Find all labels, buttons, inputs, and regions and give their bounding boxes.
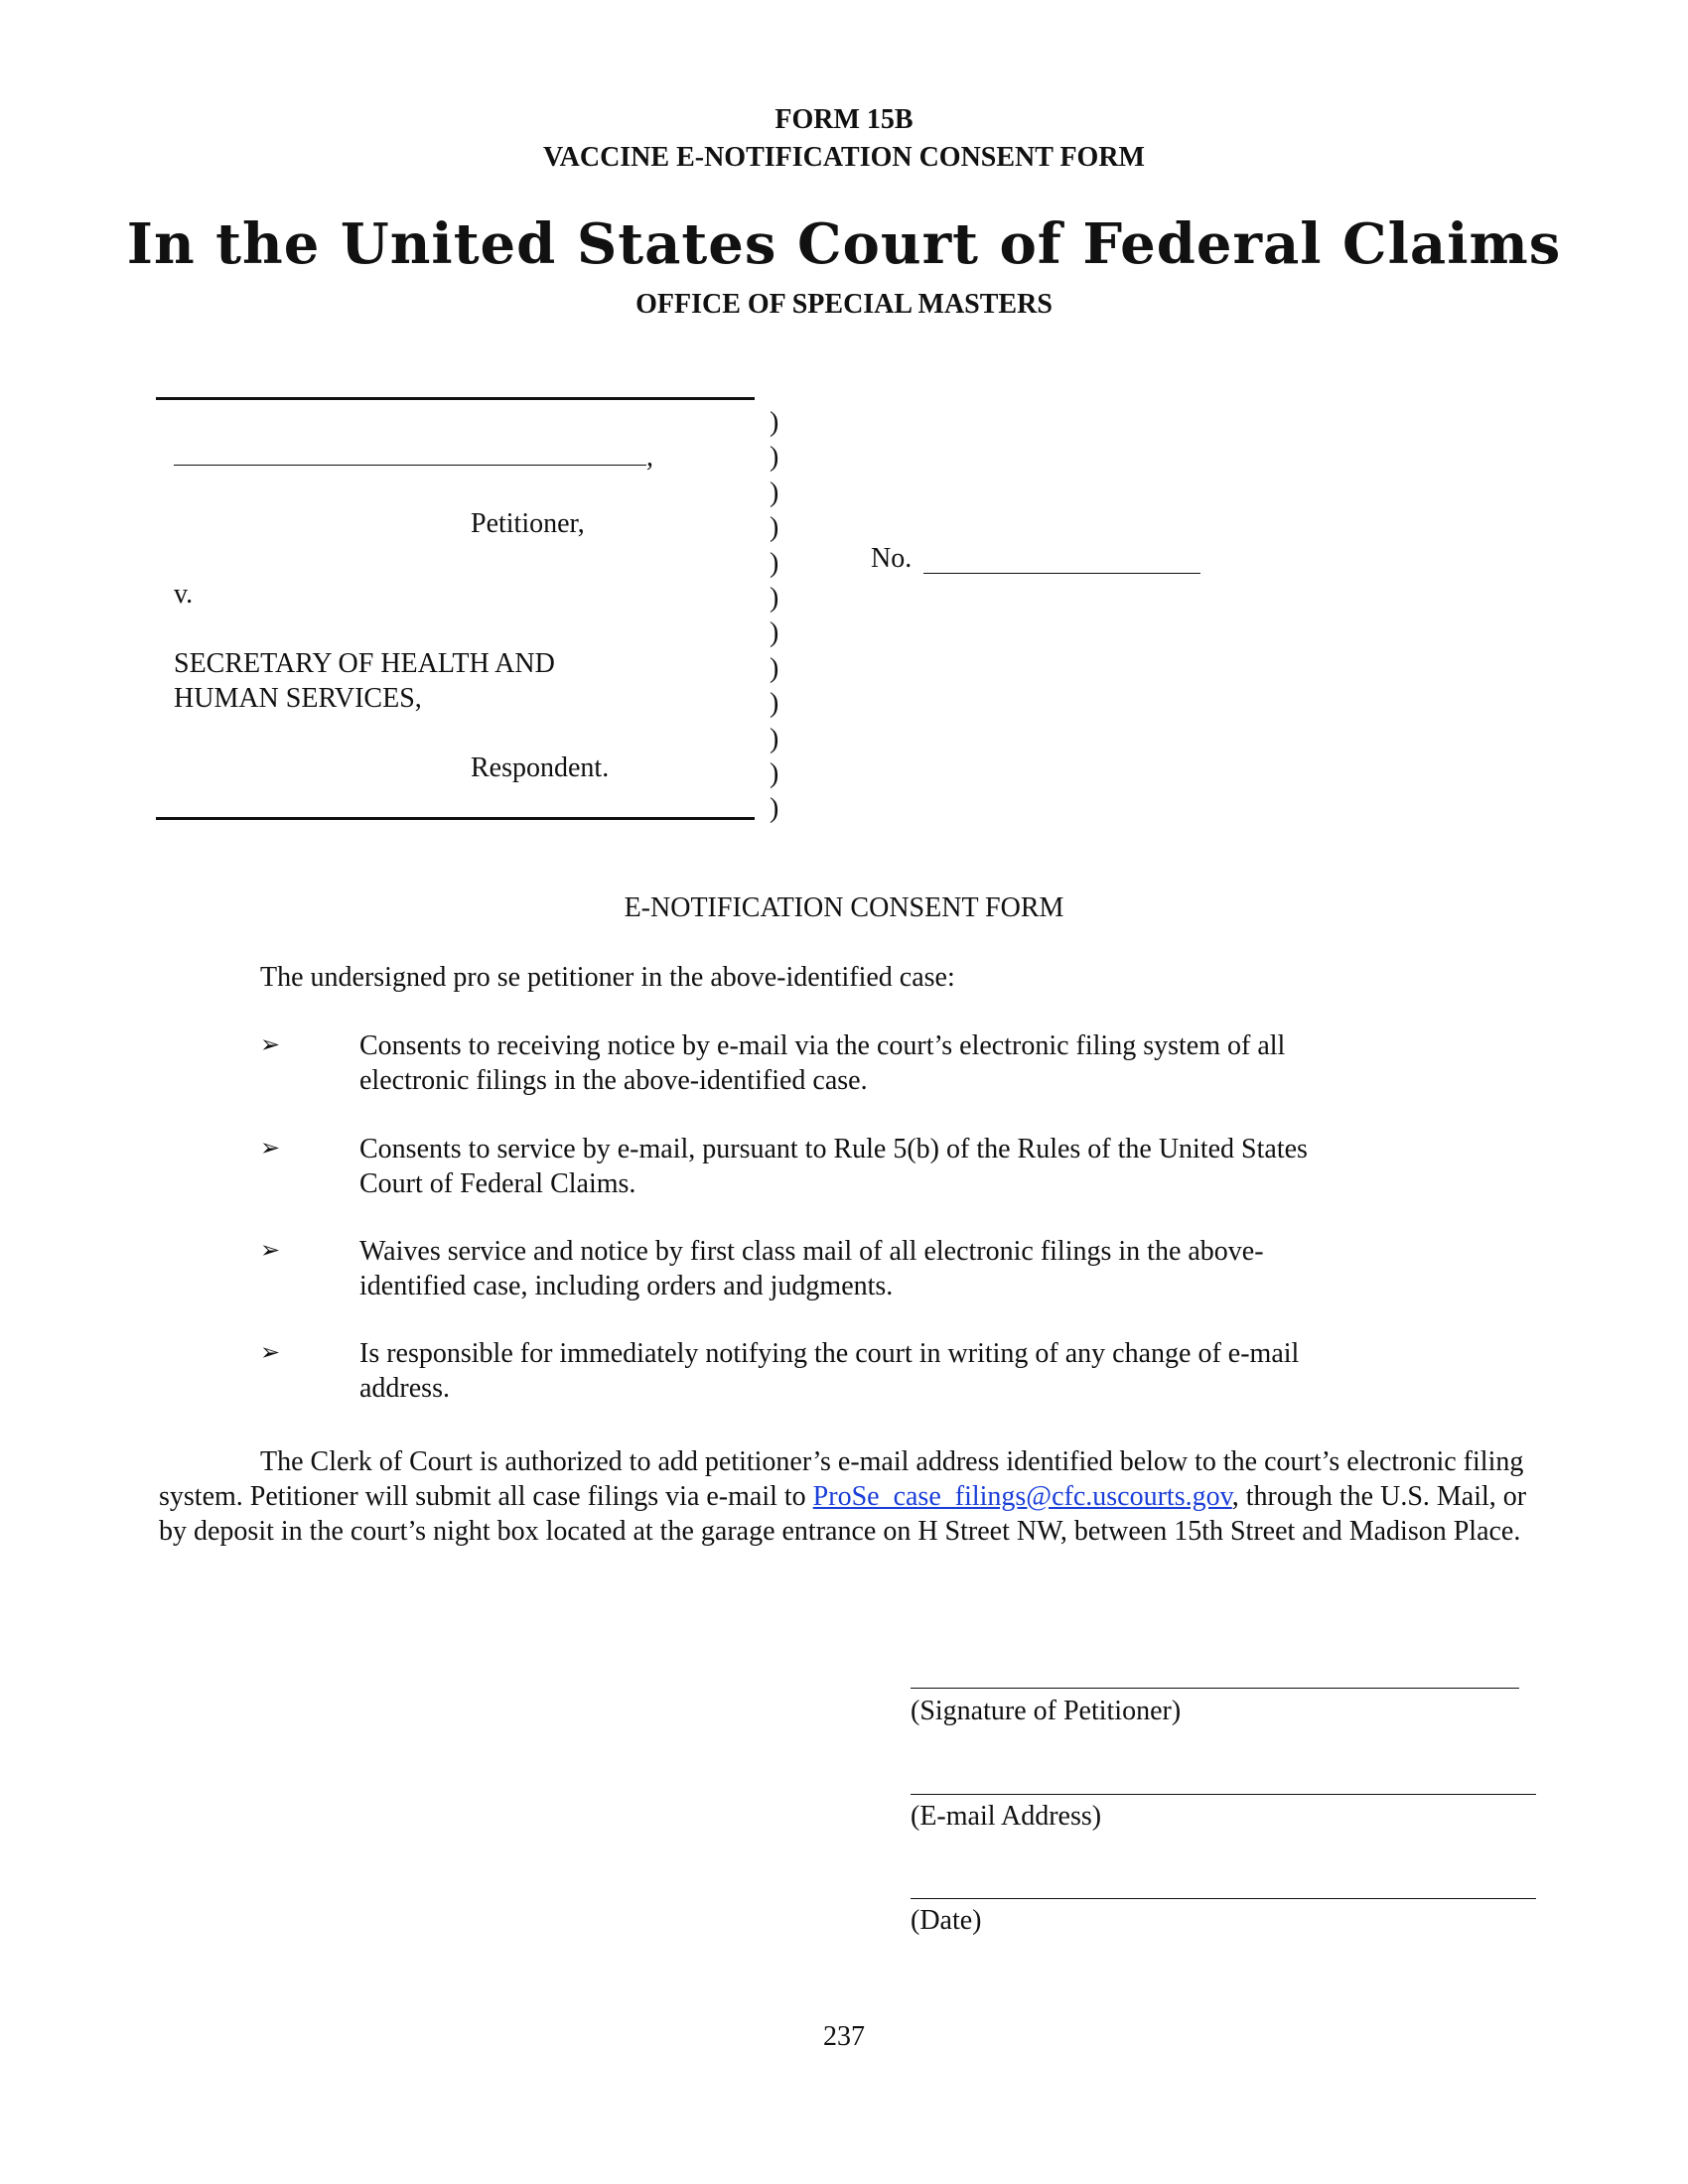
authorization-paragraph: [159, 1444, 1544, 1549]
paren: ): [770, 407, 779, 438]
paren: ): [770, 512, 779, 544]
court-name: In the United States Court of Federal Claims: [126, 211, 1562, 277]
consent-item-2: [359, 1132, 1452, 1201]
consent-item-line: Waives service and notice by first class mail of all electronic filings in the above-: [359, 1236, 1264, 1267]
consent-item-line: address.: [359, 1373, 450, 1404]
date-label: (Date): [911, 1905, 982, 1936]
consent-item-4: [359, 1336, 1452, 1406]
caption-bottom-rule: [156, 817, 755, 820]
paragraph-text: , through the U.S. Mail, or by deposit in the court’s night box located at the garage entrance on H Street NW, between 15th Street and Madison Place.: [159, 1481, 1527, 1547]
respondent-label: Respondent.: [471, 752, 610, 783]
paragraph-text: The Clerk of Court is authorized to add petitioner’s e-mail address identified below to the court’s electronic filing system. Petitioner will submit all case filings via e-mail to: [159, 1446, 1524, 1512]
paren: ): [770, 793, 779, 825]
petitioner-label: Petitioner,: [471, 508, 585, 539]
consent-item-line: Court of Federal Claims.: [359, 1168, 636, 1199]
consent-item-line: Is responsible for immediately notifying the court in writing of any change of e-mail: [359, 1338, 1300, 1369]
petitioner-name-field[interactable]: [174, 465, 646, 466]
paren: ): [770, 442, 779, 474]
paren: ): [770, 688, 779, 720]
date-field[interactable]: [911, 1898, 1536, 1899]
paren: ): [770, 617, 779, 649]
arrow-bullet-icon: ➢: [260, 1238, 281, 1264]
paren: ): [770, 477, 779, 508]
arrow-bullet-icon: ➢: [260, 1032, 281, 1058]
case-number-field[interactable]: [923, 573, 1200, 574]
consent-item-1: [359, 1028, 1452, 1098]
page-number: 237: [823, 2021, 865, 2052]
versus-label: v.: [174, 579, 194, 610]
form-number: FORM 15B: [774, 104, 914, 135]
email-link[interactable]: ProSe_case_filings@cfc.uscourts.gov: [812, 1481, 1232, 1512]
email-address-label: (E-mail Address): [911, 1801, 1102, 1832]
caption-top-rule: [156, 397, 755, 400]
section-title: E-NOTIFICATION CONSENT FORM: [624, 892, 1064, 923]
caption-comma: ,: [646, 442, 653, 473]
signature-label: (Signature of Petitioner): [911, 1696, 1182, 1726]
paren: ): [770, 582, 779, 614]
arrow-bullet-icon: ➢: [260, 1340, 281, 1366]
office-title: OFFICE OF SPECIAL MASTERS: [635, 289, 1053, 320]
respondent-name-line2: HUMAN SERVICES,: [174, 683, 422, 714]
caption-parentheses: [770, 405, 789, 827]
arrow-bullet-icon: ➢: [260, 1136, 281, 1161]
consent-item-3: [359, 1234, 1452, 1303]
consent-item-line: identified case, including orders and judgments.: [359, 1271, 894, 1301]
respondent-name-line1: SECRETARY OF HEALTH AND: [174, 648, 555, 679]
consent-item-line: Consents to receiving notice by e-mail via the court’s electronic filing system of all: [359, 1030, 1286, 1061]
form-title: VACCINE E-NOTIFICATION CONSENT FORM: [543, 142, 1145, 173]
paren: ): [770, 547, 779, 579]
consent-item-line: electronic filings in the above-identified case.: [359, 1065, 868, 1096]
paren: ): [770, 723, 779, 754]
signature-field[interactable]: [911, 1688, 1519, 1689]
consent-item-line: Consents to service by e-mail, pursuant to Rule 5(b) of the Rules of the United States: [359, 1134, 1308, 1164]
paren: ): [770, 757, 779, 789]
intro-text: The undersigned pro se petitioner in the above-identified case:: [260, 962, 955, 993]
case-number-label: No.: [871, 543, 913, 574]
email-address-field[interactable]: [911, 1794, 1536, 1795]
paren: ): [770, 652, 779, 684]
